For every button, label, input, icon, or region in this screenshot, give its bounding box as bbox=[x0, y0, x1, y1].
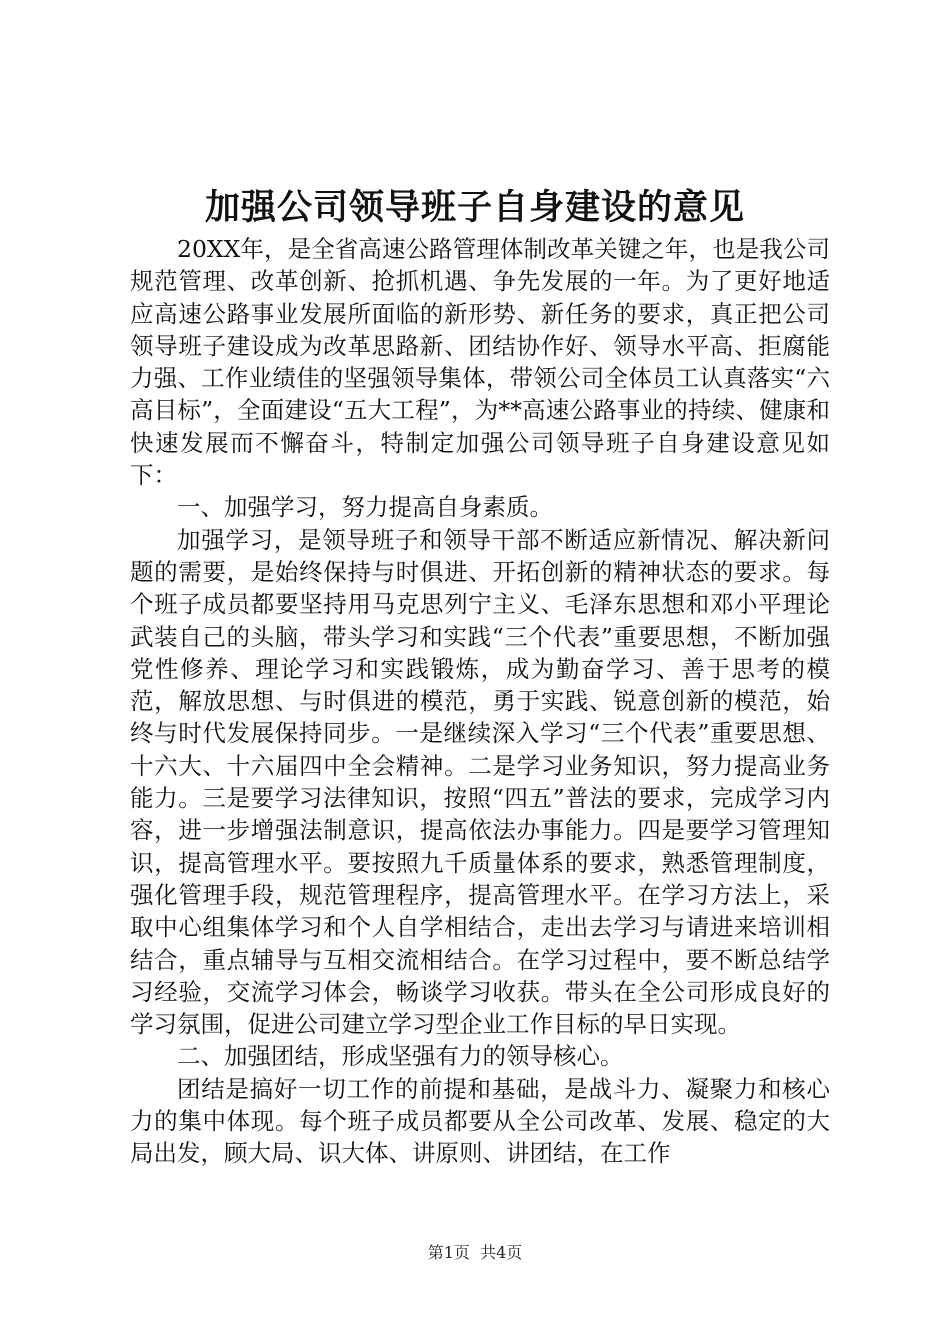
page-footer bbox=[0, 1242, 950, 1264]
section-heading-2: 二、加强团结，形成坚强有力的领导核心。 bbox=[177, 1042, 624, 1071]
document-body bbox=[130, 233, 830, 1170]
page-total: 共4页 bbox=[480, 1243, 523, 1262]
paragraph-learning: 加强学习，是领导班子和领导干部不断适应新情况、解决新问题的需要，是始终保持与时俱进、开拓创新的精神状态的要求。每个班子成员都要坚持用马克思列宁主义、毛泽东思想和邓小平理论武装自己的头脑，带头学习和实践“三个代表”重要思想，不断加强党性修养、理论学习和实践锻炼，成为勤奋学习、善于思考的模范，解放思想、与时俱进的模范，勇于实践、锐意创新的模范，始终与时代发展保持同步。一是继续深入学习“三个代表”重要思想、十六大、十六届四中全会精神。二是学习业务知识，努力提高业务能力。三是要学习法律知识，按照“四五”普法的要求，完成学习内容，进一步增强法制意识，提高依法办事能力。四是要学习管理知识，提高管理水平。要按照九千质量体系的要求，熟悉管理制度，强化管理手段，规范管理程序，提高管理水平。在学习方法上，采取中心组集体学习和个人自学相结合，走出去学习与请进来培训相结合，重点辅导与互相交流相结合。在学习过程中，要不断总结学习经验，交流学习体会，畅谈学习收获。带头在全公司形成良好的学习氛围，促进公司建立学习型企业工作目标的早日实现。 bbox=[130, 525, 830, 1039]
section-heading-1: 一、加强学习，努力提高自身素质。 bbox=[177, 493, 553, 522]
paragraph-unity: 团结是搞好一切工作的前提和基础，是战斗力、凝聚力和核心力的集中体现。每个班子成员都要从全公司改革、发展、稳定的大局出发，顾大局、识大体、讲原则、讲团结，在工作 bbox=[130, 1074, 830, 1168]
paragraph-intro: 20XX年，是全省高速公路管理体制改革关键之年，也是我公司规范管理、改革创新、抢抓机遇、争先发展的一年。为了更好地适应高速公路事业发展所面临的新形势、新任务的要求，真正把公司领导班子建设成为改革思路新、团结协作好、领导水平高、拒腐能力强、工作业绩佳的坚强领导集体，带领公司全体员工认真落实“六高目标”，全面建设“五大工程”，为**高速公路事业的持续、健康和快速发展而不懈奋斗，特制定加强公司领导班子自身建设意见如下： bbox=[130, 235, 830, 490]
document-title: 加强公司领导班子自身建设的意见 bbox=[204, 187, 745, 228]
page-number: 第1页 bbox=[427, 1243, 470, 1262]
